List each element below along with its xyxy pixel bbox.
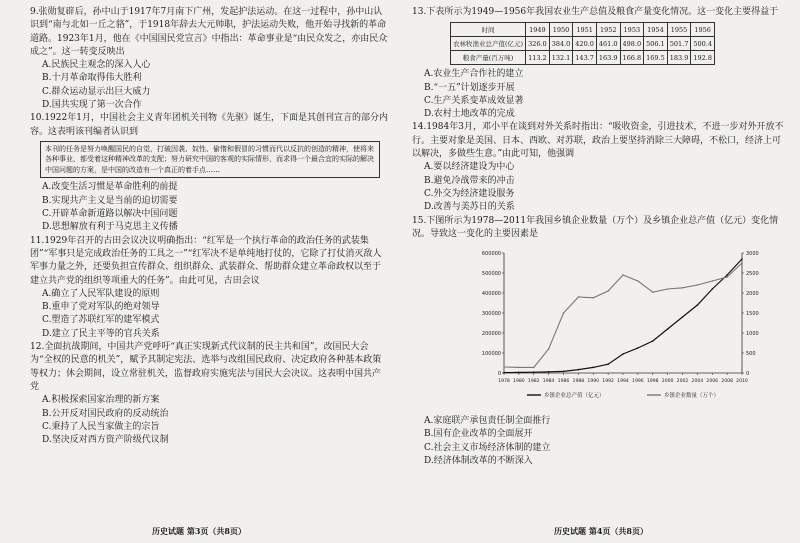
q12-option-c: C.秉持了人民当家做主的宗旨 — [42, 421, 160, 432]
question-14-stem: 14.1984年3月，邓小平在谈到对外关系时指出：“吸收资金，引进技术，不进一步对外开放不行。主要对象是美国、日本、西欧、对苏联，政治上要坚持消除三大障碍，不松口，经济上可以解决，多做些生意。”由此可知，他强调 — [412, 122, 784, 160]
series-1-point — [592, 367, 594, 369]
y-right-tick-label: 1500 — [746, 311, 759, 318]
x-tick-label: 1988 — [572, 379, 585, 385]
y-right-tick-label: 1000 — [746, 331, 759, 338]
q12-option-b: B.公开反对国民政府的反动统治 — [42, 408, 169, 419]
series-1-point — [548, 371, 550, 373]
q15-option-c: C.社会主义市场经济体制的建立 — [424, 442, 551, 453]
q15-option-b: B.国有企业改革的全面展开 — [424, 429, 533, 440]
series-1-point — [682, 316, 684, 318]
q10-option-b: B.实现共产主义是当前的迫切需要 — [42, 195, 178, 206]
series-2-point — [682, 287, 684, 289]
page-4 — [402, 0, 800, 543]
series-1-point — [563, 371, 565, 373]
table-header-row — [451, 23, 715, 37]
series-2-point — [548, 348, 550, 350]
series-1-point — [741, 258, 743, 260]
table-cell: 143.7 — [573, 51, 597, 65]
series-1-point — [652, 340, 654, 342]
table-year: 1951 — [573, 23, 597, 37]
series-2-point — [503, 366, 505, 368]
table-cell: 163.9 — [596, 51, 620, 65]
q15-option-a: A.家庭联产承包责任制全面推行 — [424, 416, 551, 427]
line-chart — [472, 245, 772, 413]
question-13-stem: 13.下表所示为1949—1956年我国农业生产总值及粮食产量变化情况。这一变化主要得益于 — [412, 7, 779, 17]
series-1-point — [607, 364, 609, 366]
table-year: 1950 — [549, 23, 573, 37]
table-cell: 461.0 — [596, 37, 620, 51]
q13-option-a: A.农业生产合作社的建立 — [424, 69, 524, 80]
series-1-point — [533, 372, 535, 374]
table-header-label: 时间 — [451, 23, 526, 37]
q15-chart — [472, 245, 772, 413]
table-cell: 166.8 — [620, 51, 644, 65]
series-2-point — [563, 312, 565, 314]
table-cell: 132.1 — [549, 51, 573, 65]
table-cell: 169.5 — [644, 51, 668, 65]
table-row — [451, 51, 715, 65]
x-tick-label: 1978 — [498, 379, 510, 385]
series-2-point — [637, 280, 639, 282]
series-2-point — [578, 296, 580, 298]
table-year: 1954 — [644, 23, 668, 37]
x-tick-label: 1992 — [602, 379, 614, 385]
x-tick-label: 2000 — [661, 379, 674, 385]
table-year: 1955 — [667, 23, 691, 37]
series-line-2 — [504, 263, 742, 367]
q13-data-table — [450, 22, 715, 65]
y-left-tick-label: 600000 — [481, 251, 501, 258]
table-row-label: 粮食产量(百万吨) — [451, 51, 526, 65]
series-1-point — [622, 353, 624, 355]
table-cell: 500.4 — [691, 37, 715, 51]
y-left-tick-label: 100000 — [481, 351, 501, 358]
q9-option-c: C.群众运动显示出巨大威力 — [42, 86, 151, 97]
series-1-point — [726, 274, 728, 276]
table-cell: 384.0 — [549, 37, 573, 51]
series-2-point — [607, 290, 609, 292]
x-tick-label: 2004 — [691, 379, 704, 385]
page-3 — [0, 0, 398, 543]
question-15-stem: 15.下图所示为1978—2011年我国乡镇企业数量（万个）及乡镇企业总产值（亿元）变化情况。导致这一变化的主要因素是 — [412, 215, 779, 239]
series-2-point — [667, 288, 669, 290]
x-tick-label: 1996 — [632, 379, 644, 385]
question-11-stem: 11.1929年召开的古田会议决议明确指出：“红军是一个执行革命的政治任务的武装集团”“军事只是完成政治任务的工具之一”“红军决不是单纯地打仗的，它除了打仗消灭敌人军事力量之外，还要负担宣传群众、组织群众、武装群众、帮助群众建立革命政权以至于建立共产党的组织等项重大的任务”。由此可见，古田会议 — [30, 235, 382, 286]
y-right-tick-label: 2000 — [746, 291, 759, 298]
series-2-point — [622, 274, 624, 276]
x-tick-label: 1986 — [557, 379, 570, 385]
x-tick-label: 2010 — [736, 379, 748, 385]
series-2-point — [592, 297, 594, 299]
q14-option-a: A.要以经济建设为中心 — [424, 162, 515, 173]
q14-option-b: B.避免冷战带来的冲击 — [424, 175, 515, 186]
table-cell: 113.2 — [526, 51, 550, 65]
table-year: 1956 — [691, 23, 715, 37]
x-tick-label: 1982 — [527, 379, 540, 385]
table-cell: 420.0 — [573, 37, 597, 51]
q9-option-b: B.十月革命取得伟大胜利 — [42, 73, 142, 84]
y-left-tick-label: 300000 — [481, 311, 501, 318]
x-tick-label: 2006 — [706, 379, 719, 385]
series-1-point — [711, 288, 713, 290]
x-tick-label: 2008 — [721, 379, 733, 385]
question-10-stem: 10.1922年1月，中国社会主义青年团机关刊物《先驱》诞生，下面是其创刊宣言的部分内容。这表明该刊编者认识到 — [30, 113, 388, 137]
series-2-point — [533, 367, 535, 369]
q11-option-a: A.确立了人民军队建设的原则 — [42, 288, 160, 299]
table-row-label: 农林牧渔业总产值(亿元) — [451, 37, 526, 51]
series-2-point — [711, 280, 713, 282]
x-tick-label: 1990 — [587, 379, 600, 385]
y-left-tick-label: 400000 — [481, 291, 501, 298]
question-9-stem: 9.张勋复辟后，孙中山于1917年7月南下广州，发起护法运动。在这一过程中，孙中山认识到“南与北如一丘之貉”，于1918年辞去大元帅职，护法运动失败，他开始寻找新的革命道路。1923年1月，他在《中国国民党宣言》中指出：革命事业是“由民众发之，亦由民众成之”。这一转变反映出 — [30, 7, 388, 57]
series-2-point — [726, 276, 728, 278]
q14-option-d: D.改善与美苏日的关系 — [424, 202, 515, 213]
q12-option-a: A.积极探索国家治理的新方案 — [42, 395, 160, 406]
series-2-point — [697, 284, 699, 286]
series-1-point — [518, 372, 520, 374]
x-tick-label: 1980 — [513, 379, 525, 385]
series-1-point — [503, 372, 505, 374]
q10-quote-box: 本刊的任务是努力唤醒国民的自觉，打破因袭、奴性、偷惰和假冒的习惯而代以反抗的创造的精神，使将来各种事业，都受着这种精神改革的支配；努力研究中国的客观的实际情形，而求得一个最合宜的实际的解决中国问题的方案，是中国的改造有一个真正的着手点…… — [40, 141, 380, 179]
legend-label: 乡镇企业数量（万个） — [664, 393, 720, 400]
q9-option-a: A.民族民主观念的深入人心 — [42, 60, 151, 71]
q10-option-d: D.思想解放有利于马克思主义传播 — [42, 222, 178, 233]
series-1-point — [637, 347, 639, 349]
q15-option-d: D.经济体制改革的不断深入 — [424, 456, 533, 467]
y-right-tick-label: 500 — [746, 351, 756, 358]
table-cell: 326.0 — [526, 37, 550, 51]
legend-label: 乡镇企业总产值（亿元） — [544, 393, 605, 400]
table-row — [451, 37, 715, 51]
x-tick-label: 1998 — [646, 379, 659, 385]
page-footer-3: 历史试题 第3页（共8页） — [152, 526, 246, 536]
q13-option-d: D.农村土地改革的完成 — [424, 109, 515, 120]
series-2-point — [652, 292, 654, 294]
y-right-tick-label: 0 — [746, 371, 750, 378]
table-cell: 183.9 — [667, 51, 691, 65]
x-tick-label: 1994 — [617, 379, 629, 385]
series-1-point — [697, 304, 699, 306]
y-left-tick-label: 0 — [497, 371, 501, 378]
q13-option-b: B.“一五”计划逐步开展 — [424, 82, 515, 93]
table-year: 1949 — [526, 23, 550, 37]
table-cell: 192.8 — [691, 51, 715, 65]
q13-option-c: C.生产关系变革成效显著 — [424, 95, 524, 106]
y-left-tick-label: 500000 — [481, 271, 501, 278]
q11-option-c: C.塑造了苏联红军的建军模式 — [42, 315, 160, 326]
q10-option-a: A.改变生活习惯是革命胜利的前提 — [42, 182, 178, 193]
q10-option-c: C.开辟革命新道路以解决中国问题 — [42, 209, 178, 220]
y-right-tick-label: 2500 — [746, 271, 759, 278]
series-1-point — [578, 369, 580, 371]
table-cell: 498.0 — [620, 37, 644, 51]
q11-option-b: B.重申了党对军队的绝对领导 — [42, 302, 160, 313]
question-12-stem: 12.全面抗战期间，中国共产党呼吁“真正实现新式代议制的民主共和国”，改国民大会为“全权的民意的机关”，赋予其制定宪法、选举与改组国民政府、决定政府各种基本政策等权力；休会期间，设立常驻机关，监督政府实施宪法与国民大会决议。这表明中国共产党 — [30, 342, 382, 392]
series-line-1 — [504, 259, 742, 373]
table-year: 1952 — [596, 23, 620, 37]
y-right-tick-label: 3000 — [746, 251, 759, 258]
table-year: 1953 — [620, 23, 644, 37]
series-1-point — [667, 328, 669, 330]
q9-option-d: D.国共实现了第一次合作 — [42, 100, 142, 111]
x-tick-label: 2002 — [676, 379, 689, 385]
x-tick-label: 1984 — [542, 379, 555, 385]
series-2-point — [518, 367, 520, 369]
y-left-tick-label: 200000 — [481, 331, 501, 338]
table-cell: 506.1 — [644, 37, 668, 51]
series-2-point — [741, 262, 743, 264]
table-cell: 501.7 — [667, 37, 691, 51]
q12-option-d: D.坚决反对西方资产阶级代议制 — [42, 435, 169, 446]
page-footer-4: 历史试题 第4页（共8页） — [554, 526, 648, 536]
q14-option-c: C.外交为经济建设服务 — [424, 188, 515, 199]
q11-option-d: D.建立了民主平等的官兵关系 — [42, 328, 160, 339]
